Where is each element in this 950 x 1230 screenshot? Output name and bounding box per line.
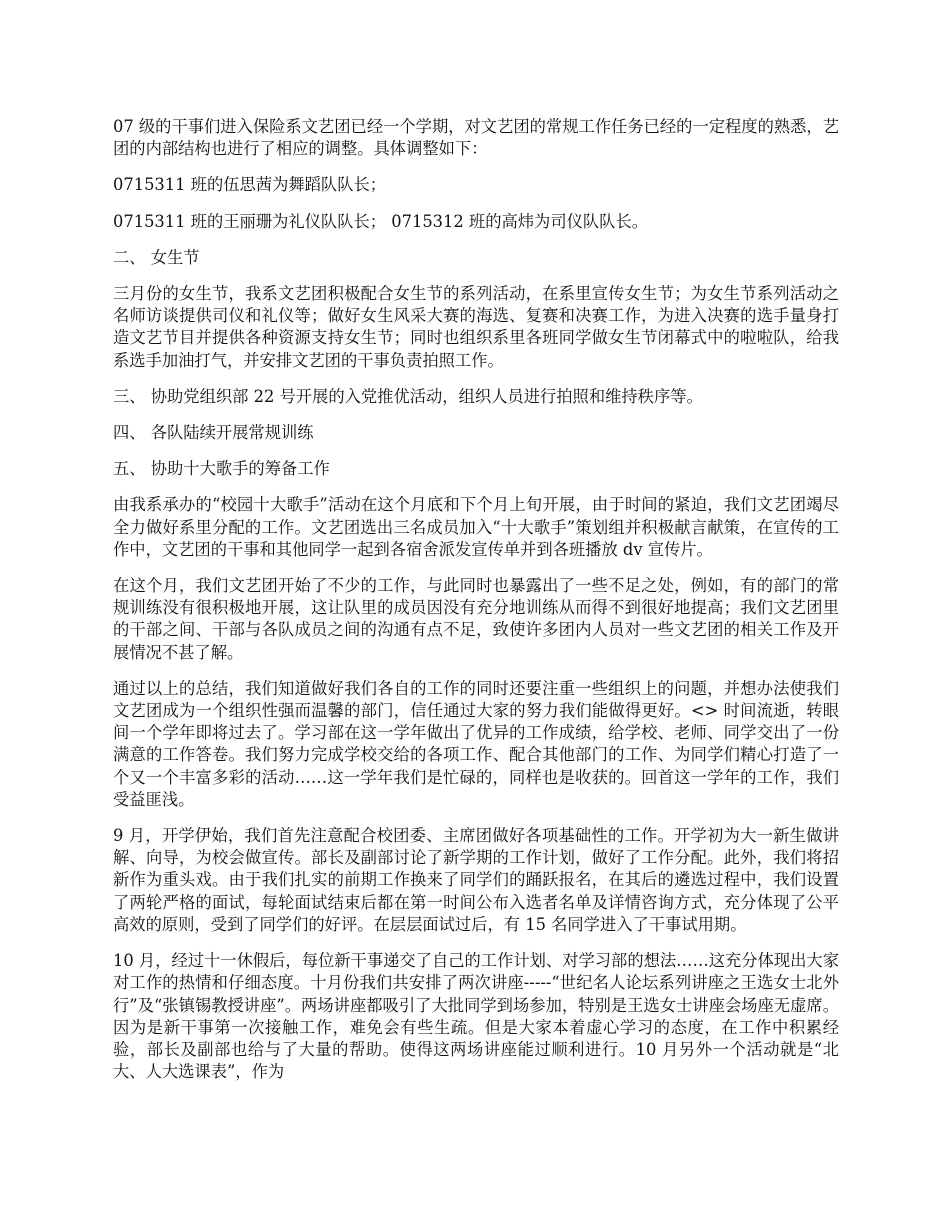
shortcomings-paragraph: 在这个月，我们文艺团开始了不少的工作，与此同时也暴露出了一些不足之处，例如，有的部门的常规训练没有很积极地开展，这让队里的成员因没有充分地训练从而得不到很好地提高；我们文艺团里的干部之间、干部与各队成员之间的沟通有点不足，致使许多团内人员对一些文艺团的相关工作及开展情况不甚了解。 — [113, 576, 839, 662]
september-paragraph: 9 月，开学伊始，我们首先注意配合校团委、主席团做好各项基础性的工作。开学初为大一新生做讲解、向导，为校会做宣传。部长及副部讨论了新学期的工作计划，做好了工作分配。此外，我们将招新作为重头戏。由于我们扎实的前期工作换来了同学们的踊跃报名，在其后的遴选过程中，我们设置了两轮严格的面试，每轮面试结束后都在第一时间公布入选者名单及详情咨询方式，充分体现了公平高效的原则，受到了同学们的好评。在层层面试过后，有 15 名同学进入了干事试用期。 — [113, 826, 839, 934]
october-paragraph: 10 月，经过十一休假后，每位新干事递交了自己的工作计划、对学习部的想法……这充分体现出大家对工作的热情和仔细态度。十月份我们共安排了两次讲座-----“世纪名人论坛系列讲座之王选女士北外行”及“张镇锡教授讲座”。两场讲座都吸引了大批同学到场参加，特别是王选女士讲座会场座无虚席。因为是新干事第一次接触工作，难免会有些生疏。但是大家本着虚心学习的态度，在工作中积累经验，部长及副部也给与了大量的帮助。使得这两场讲座能过顺利进行。10 月另外一个活动就是“北大、人大选课表”，作为 — [113, 951, 839, 1082]
top-ten-singers-paragraph: 由我系承办的“校园十大歌手”活动在这个月底和下个月上旬开展，由于时间的紧迫，我们文艺团竭尽全力做好系里分配的工作。文艺团选出三名成员加入“十大歌手”策划组并积极献言献策，在宣传的工作中，文艺团的干事和其他同学一起到各宿舍派发宣传单并到各班播放 dv 宣传片。 — [113, 495, 839, 559]
etiquette-and-emcee-leader-line: 0715311 班的王丽珊为礼仪队队长； 0715312 班的高炜为司仪队队长。 — [113, 211, 649, 231]
summary-paragraph: 通过以上的总结，我们知道做好我们各自的工作的同时还要注重一些组织上的问题，并想办法使我们文艺团成为一个组织性强而温馨的部门，信任通过大家的努力我们能做得更好。<> 时间流逝，转眼间一个学年即将过去了。学习部在这一学年做出了优异的工作成绩，给学校、老师、同学交出了一份满意的工作答卷。我们努力完成学校交给的各项工作、配合其他部门的工作、为同学们精心打造了一个又一个丰富多彩的活动……这一学年我们是忙碌的，同样也是收获的。回首这一学年的工作，我们受益匪浅。 — [113, 678, 839, 809]
intro-paragraph: 07 级的干事们进入保险系文艺团已经一个学期，对文艺团的常规工作任务已经的一定程度的熟悉，艺团的内部结构也进行了相应的调整。具体调整如下： — [113, 117, 839, 159]
section-heading-regular-training: 四、 各队陆续开展常规训练 — [113, 423, 314, 443]
section-heading-party-recommendation: 三、 协助党组织部 22 号开展的入党推优活动，组织人员进行拍照和维持秩序等。 — [113, 386, 703, 406]
girls-day-paragraph: 三月份的女生节，我系文艺团积极配合女生节的系列活动，在系里宣传女生节；为女生节系列活动之名师访谈提供司仪和礼仪等；做好女生风采大赛的海选、复赛和决赛工作，为进入决赛的选手量身打造文艺节目并提供各种资源支持女生节；同时也组织系里各班同学做女生节闭幕式中的啦啦队，给我系选手加油打气，并安排文艺团的干事负责拍照工作。 — [113, 284, 839, 370]
section-heading-girls-day: 二、 女生节 — [113, 247, 200, 267]
document-page — [113, 116, 839, 1097]
dance-team-leader-line: 0715311 班的伍思茜为舞蹈队队长； — [113, 175, 387, 195]
section-heading-top-ten-singers: 五、 协助十大歌手的筹备工作 — [113, 459, 330, 479]
